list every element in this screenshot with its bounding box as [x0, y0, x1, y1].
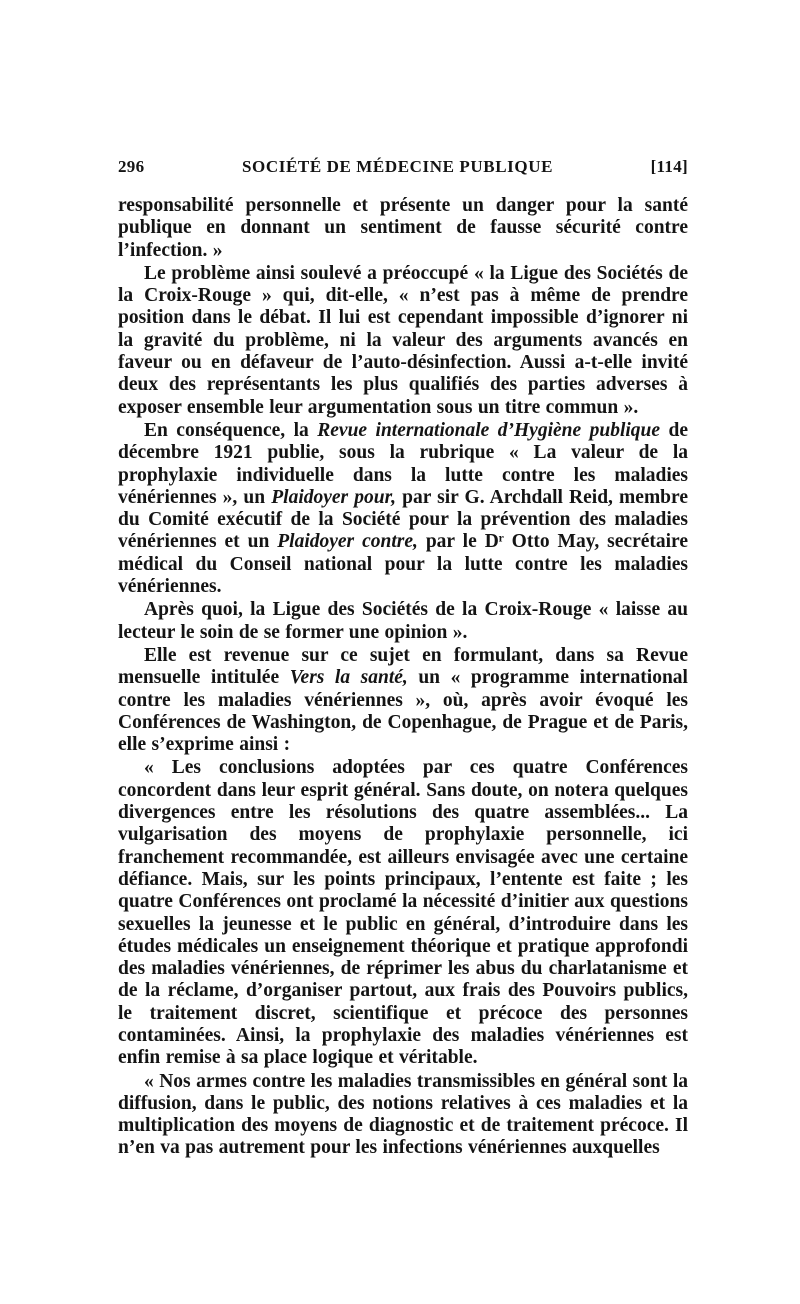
- paragraph-7-quote: « Nos armes contre les maladies transmissibles en général sont la diffusion, dans le public, des notions relatives à ces maladies et la multiplication des moyens de diagnostic et de traitement précoce. Il n’en va pas autrement pour les infections vénériennes auxquelles: [118, 1070, 688, 1159]
- paragraph-6-quote: « Les conclusions adoptées par ces quatre Conférences concordent dans leur esprit général. Sans doute, on notera quelques divergences entre les résolutions des quatre assemblées... La vulgarisation des moyens de prophylaxie personnelle, ici franchement recommandée, est ailleurs envisagée avec une certaine défiance. Mais, sur les points principaux, l’entente est faite ; les quatre Conférences ont proclamé la nécessité d’initier aux questions sexuelles la jeunesse et le public en général, d’introduire dans les études médicales un enseignement théorique et pratique approfondi des maladies vénériennes, de réprimer les abus du charlatanisme et de la réclame, d’organiser partout, aux frais des Pouvoirs publics, le traitement discret, scientifique et précoce des personnes contaminées. Ainsi, la prophylaxie des maladies vénériennes est enfin remise à sa place logique et véritable.: [118, 757, 688, 1069]
- paragraph-3-text-c: de décembre 1921 publie, sous la rubrique « La valeur de la prophylaxie individuelle dans la lutte contre les maladies vénériennes », un: [118, 419, 689, 508]
- running-title: SOCIÉTÉ DE MÉDECINE PUBLIQUE: [241, 157, 554, 176]
- page-body: [118, 195, 688, 1160]
- book-page: [118, 157, 688, 1160]
- journal-title: Revue internationale d’Hygiène publique: [317, 419, 661, 441]
- paragraph-3-text-a: En conséquence, la: [144, 419, 318, 441]
- running-header: [118, 157, 688, 181]
- plaidoyer-contre: Plaidoyer contre,: [277, 531, 418, 553]
- paragraph-3-text-e: par sir G. Archdall Reid, membre du Comité exécutif de la Société pour la prévention des maladies vénériennes et un: [118, 486, 688, 553]
- paragraph-3-text-g: par le Dʳ Otto May, secrétaire médical du Conseil national pour la lutte contre les maladies vénériennes.: [118, 531, 689, 598]
- paragraph-5-text-c: un « programme international contre les maladies vénériennes », où, après avoir évoqué les Conférences de Washington, de Copenhague, de Prague et de Paris, elle s’exprime ainsi :: [118, 667, 688, 756]
- paragraph-2: Le problème ainsi soulevé a préoccupé « la Ligue des Sociétés de la Croix-Rouge » qui, dit-elle, « n’est pas à même de prendre position dans le débat. Il lui est cependant impossible d’ignorer ni la gravité du problème, ni la valeur des arguments avancés en faveur ou en défaveur de l’auto-désinfection. Aussi a-t-elle invité deux des représentants les plus qualifiés des parties adverses à exposer ensemble leur argumentation sous un titre commun ».: [118, 262, 688, 418]
- paragraph-1: responsabilité personnelle et présente un danger pour la santé publique en donnant un sentiment de fausse sécurité contre l’infection. »: [118, 195, 688, 261]
- paragraph-5: [118, 645, 688, 756]
- paragraph-3: [118, 420, 688, 598]
- plaidoyer-pour: Plaidoyer pour,: [271, 486, 396, 508]
- paragraph-5-text-a: Elle est revenue sur ce sujet en formulant, dans sa Revue mensuelle intitulée: [118, 644, 688, 689]
- paragraph-4: Après quoi, la Ligue des Sociétés de la Croix-Rouge « laisse au lecteur le soin de se former une opinion ».: [118, 599, 688, 643]
- section-number: [114]: [650, 157, 688, 176]
- revue-title: Vers la santé,: [289, 667, 408, 689]
- page-number: 296: [118, 157, 145, 176]
